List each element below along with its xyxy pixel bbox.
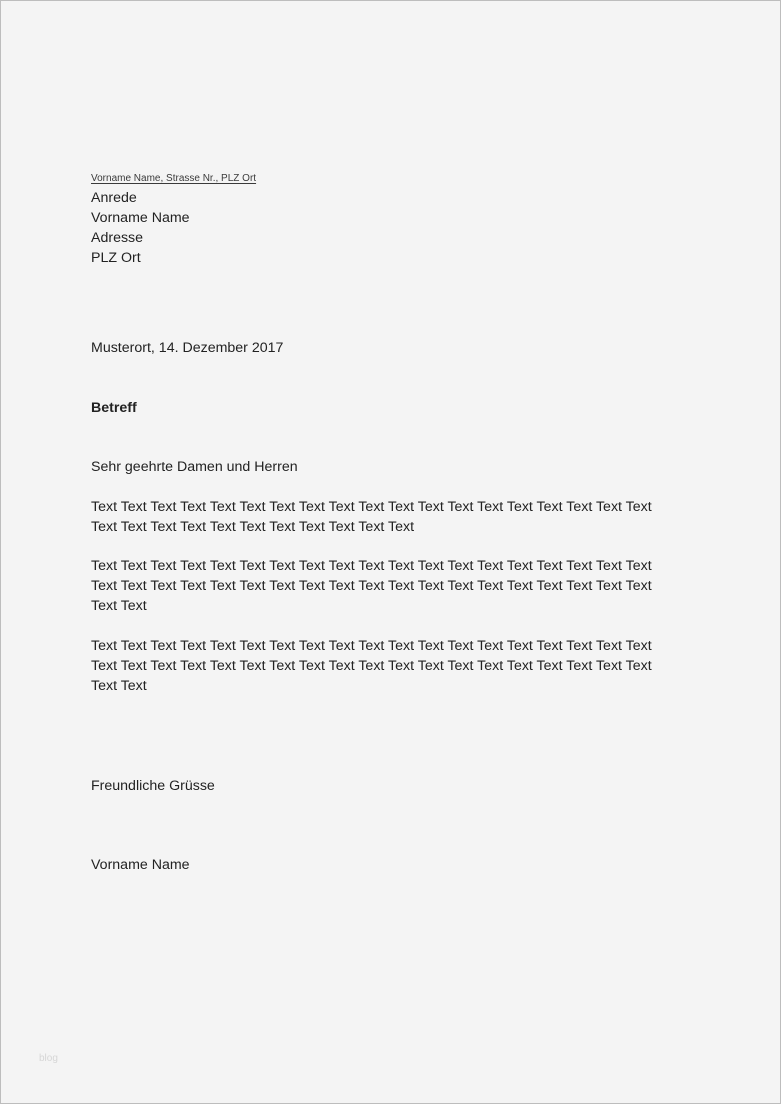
- paragraph-line: Text Text Text Text Text Text Text Text Text Text Text: [91, 519, 415, 535]
- paragraph-line: Text Text Text Text Text Text Text Text Text Text Text Text Text Text Text Text Text Text Text: [91, 499, 652, 515]
- body-paragraph: [91, 636, 703, 696]
- watermark: blog: [39, 1053, 58, 1064]
- paragraph-line: Text Text: [91, 678, 147, 694]
- recipient-city: PLZ Ort: [91, 250, 141, 266]
- paragraph-line: Text Text: [91, 598, 147, 614]
- paragraph-line: Text Text Text Text Text Text Text Text Text Text Text Text Text Text Text Text Text Text Text: [91, 578, 652, 594]
- body-paragraph: [91, 556, 703, 616]
- subject-line: Betreff: [91, 400, 137, 416]
- recipient-salutation: Anrede: [91, 190, 137, 206]
- paragraph-line: Text Text Text Text Text Text Text Text Text Text Text Text Text Text Text Text Text Text Text: [91, 638, 652, 654]
- recipient-address: Adresse: [91, 230, 144, 246]
- signature-name: Vorname Name: [91, 857, 190, 873]
- recipient-name: Vorname Name: [91, 210, 190, 226]
- sender-return-address: Vorname Name, Strasse Nr., PLZ Ort: [91, 173, 257, 184]
- body-paragraph: [91, 497, 703, 537]
- paragraph-line: Text Text Text Text Text Text Text Text Text Text Text Text Text Text Text Text Text Text Text: [91, 558, 652, 574]
- recipient-address-block: [91, 188, 190, 268]
- date-line: Musterort, 14. Dezember 2017: [91, 340, 284, 356]
- closing-line: Freundliche Grüsse: [91, 778, 215, 794]
- paragraph-line: Text Text Text Text Text Text Text Text Text Text Text Text Text Text Text Text Text Text Text: [91, 658, 652, 674]
- greeting-line: Sehr geehrte Damen und Herren: [91, 459, 298, 475]
